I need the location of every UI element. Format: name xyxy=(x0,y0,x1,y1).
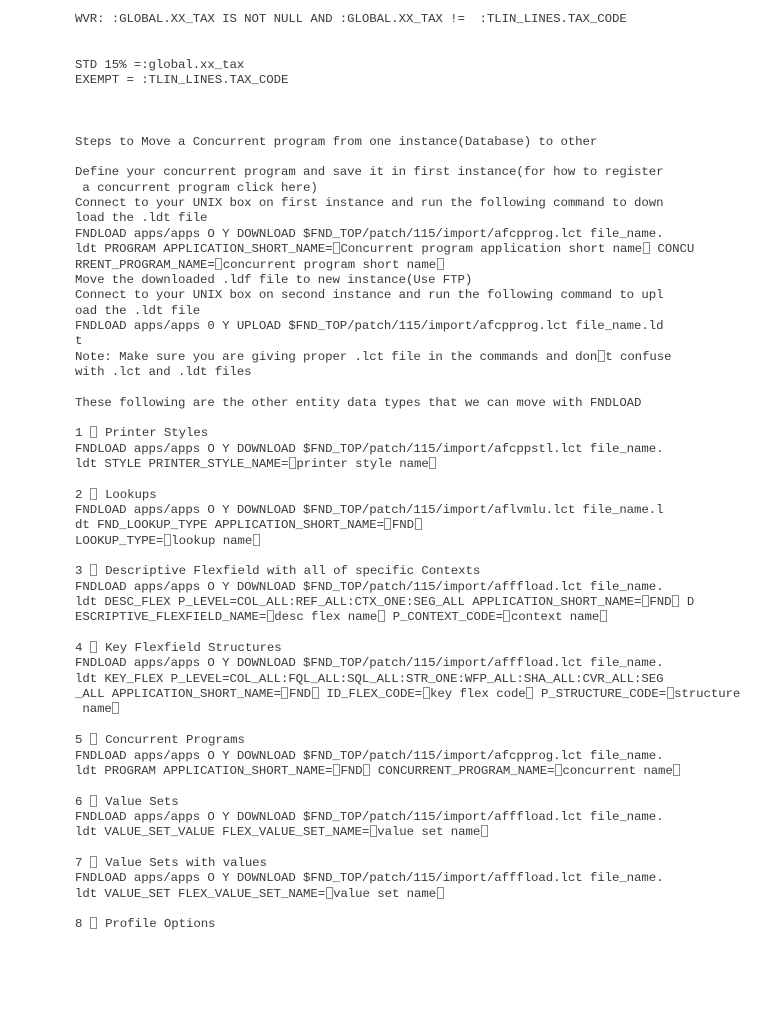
text-line: FNDLOAD apps/apps O Y DOWNLOAD $FND_TOP/patch/115/import/afcppstl.lct file_name. xyxy=(75,441,664,456)
missing-glyph-icon xyxy=(112,702,119,714)
text-line: RRENT_PROGRAM_NAME= concurrent program short name xyxy=(75,258,740,273)
missing-glyph-icon xyxy=(370,825,377,837)
text-line: Define your concurrent program and save it in first instance(for how to register xyxy=(75,165,664,180)
text-line: ldt STYLE PRINTER_STYLE_NAME= printer style name xyxy=(75,457,740,472)
blank-line xyxy=(75,27,740,42)
missing-glyph-icon xyxy=(481,825,488,837)
text-line: 1 Printer Styles xyxy=(75,426,209,441)
blank-line xyxy=(75,472,740,487)
blank-line xyxy=(75,43,740,58)
missing-glyph-icon xyxy=(363,764,370,776)
text-line: Steps to Move a Concurrent program from one instance(Database) to other xyxy=(75,134,598,149)
text-line: EXEMPT = :TLIN_LINES.TAX_CODE xyxy=(75,73,289,88)
missing-glyph-icon xyxy=(429,457,436,469)
missing-glyph-icon xyxy=(90,564,97,576)
missing-glyph-icon xyxy=(90,795,97,807)
text-line: 2 Lookups xyxy=(75,487,157,502)
missing-glyph-icon xyxy=(281,687,288,699)
text-line: FNDLOAD apps/apps O Y DOWNLOAD $FND_TOP/patch/115/import/afffload.lct file_name. xyxy=(75,871,664,886)
missing-glyph-icon xyxy=(437,258,444,270)
text-line: 6 Value Sets xyxy=(75,794,179,809)
blank-line xyxy=(75,626,740,641)
text-line: FNDLOAD apps/apps O Y DOWNLOAD $FND_TOP/patch/115/import/afffload.lct file_name. xyxy=(75,809,664,824)
text-line: WVR: :GLOBAL.XX_TAX IS NOT NULL AND :GLOBAL.XX_TAX != :TLIN_LINES.TAX_CODE xyxy=(75,12,627,26)
text-line: STD 15% =:global.xx_tax xyxy=(75,58,245,73)
text-line: Note: Make sure you are giving proper .lct file in the commands and don t confuse xyxy=(75,349,672,364)
text-line: Move the downloaded .ldf file to new instance(Use FTP) xyxy=(75,272,473,287)
text-line: ldt PROGRAM APPLICATION_SHORT_NAME= FND CONCURRENT_PROGRAM_NAME= concurrent name xyxy=(75,764,740,779)
blank-line xyxy=(75,411,740,426)
text-line: LOOKUP_TYPE= lookup name xyxy=(75,534,740,549)
text-line: ESCRIPTIVE_FLEXFIELD_NAME= desc flex name P_CONTEXT_CODE= context name xyxy=(75,610,740,625)
text-line: ldt DESC_FLEX P_LEVEL=COL_ALL:REF_ALL:CTX_ONE:SEG_ALL APPLICATION_SHORT_NAME= FND D xyxy=(75,595,695,610)
missing-glyph-icon xyxy=(312,687,319,699)
blank-line xyxy=(75,119,740,134)
text-line: FNDLOAD apps/apps O Y DOWNLOAD $FND_TOP/patch/115/import/afcpprog.lct file_name. xyxy=(75,748,664,763)
blank-line xyxy=(75,104,740,119)
text-line: FNDLOAD apps/apps O Y DOWNLOAD $FND_TOP/patch/115/import/afffload.lct file_name. xyxy=(75,656,664,671)
blank-line xyxy=(75,902,740,917)
text-line: 7 Value Sets with values xyxy=(75,855,267,870)
text-line: _ALL APPLICATION_SHORT_NAME= FND ID_FLEX_CODE= key flex code P_STRUCTURE_CODE= structure xyxy=(75,687,741,702)
text-line: FNDLOAD apps/apps O Y DOWNLOAD $FND_TOP/patch/115/import/afcpprog.lct file_name. xyxy=(75,226,664,241)
text-line: Connect to your UNIX box on second instance and run the following command to upl xyxy=(75,288,664,303)
text-line: FNDLOAD apps/apps O Y DOWNLOAD $FND_TOP/patch/115/import/afffload.lct file_name. xyxy=(75,579,664,594)
missing-glyph-icon xyxy=(378,610,385,622)
text-line: 8 Profile Options xyxy=(75,917,216,932)
text-line: ldt PROGRAM APPLICATION_SHORT_NAME= Concurrent program application short name CONCU xyxy=(75,242,695,257)
text-line: ldt KEY_FLEX P_LEVEL=COL_ALL:FQL_ALL:SQL_ALL:STR_ONE:WFP_ALL:SHA_ALL:CVR_ALL:SEG xyxy=(75,671,664,686)
text-line: ldt VALUE_SET_VALUE FLEX_VALUE_SET_NAME= value set name xyxy=(75,825,740,840)
missing-glyph-icon xyxy=(526,687,533,699)
missing-glyph-icon xyxy=(215,258,222,270)
missing-glyph-icon xyxy=(333,764,340,776)
missing-glyph-icon xyxy=(673,764,680,776)
text-line: ldt VALUE_SET FLEX_VALUE_SET_NAME= value set name xyxy=(75,887,740,902)
text-line: t xyxy=(75,334,83,349)
blank-line xyxy=(75,841,740,856)
missing-glyph-icon xyxy=(384,518,391,530)
missing-glyph-icon xyxy=(667,687,674,699)
missing-glyph-icon xyxy=(503,610,510,622)
blank-line xyxy=(75,718,740,733)
text-line: 4 Key Flexfield Structures xyxy=(75,641,282,656)
missing-glyph-icon xyxy=(164,534,171,546)
missing-glyph-icon xyxy=(598,350,605,362)
text-line: 3 Descriptive Flexfield with all of specific Contexts xyxy=(75,564,481,579)
blank-line xyxy=(75,89,740,104)
text-line: FNDLOAD apps/apps O Y DOWNLOAD $FND_TOP/patch/115/import/aflvmlu.lct file_name.l xyxy=(75,503,664,517)
document-text xyxy=(75,12,740,933)
missing-glyph-icon xyxy=(267,610,274,622)
text-line: a concurrent program click here) xyxy=(75,180,318,195)
missing-glyph-icon xyxy=(600,610,607,622)
missing-glyph-icon xyxy=(90,856,97,868)
blank-line xyxy=(75,380,740,395)
missing-glyph-icon xyxy=(555,764,562,776)
missing-glyph-icon xyxy=(289,457,296,469)
missing-glyph-icon xyxy=(90,488,97,500)
missing-glyph-icon xyxy=(90,733,97,745)
missing-glyph-icon xyxy=(437,887,444,899)
text-line: FNDLOAD apps/apps 0 Y UPLOAD $FND_TOP/patch/115/import/afcpprog.lct file_name.ld xyxy=(75,318,664,333)
text-line: 5 Concurrent Programs xyxy=(75,733,245,748)
text-line: Connect to your UNIX box on first instance and run the following command to down xyxy=(75,196,664,211)
missing-glyph-icon xyxy=(90,641,97,653)
missing-glyph-icon xyxy=(90,426,97,438)
missing-glyph-icon xyxy=(253,534,260,546)
blank-line xyxy=(75,779,740,794)
text-line: oad the .ldt file xyxy=(75,303,201,318)
missing-glyph-icon xyxy=(333,242,340,254)
missing-glyph-icon xyxy=(90,917,97,929)
missing-glyph-icon xyxy=(415,518,422,530)
blank-line xyxy=(75,150,740,165)
missing-glyph-icon xyxy=(423,687,430,699)
text-line: with .lct and .ldt files xyxy=(75,364,252,379)
text-line: name xyxy=(75,702,740,717)
missing-glyph-icon xyxy=(643,242,650,254)
text-line: load the .ldt file xyxy=(75,211,208,226)
text-line: These following are the other entity data types that we can move with FNDLOAD xyxy=(75,395,642,410)
missing-glyph-icon xyxy=(672,595,679,607)
text-line: dt FND_LOOKUP_TYPE APPLICATION_SHORT_NAME= FND xyxy=(75,518,740,533)
blank-line xyxy=(75,549,740,564)
missing-glyph-icon xyxy=(326,887,333,899)
missing-glyph-icon xyxy=(642,595,649,607)
